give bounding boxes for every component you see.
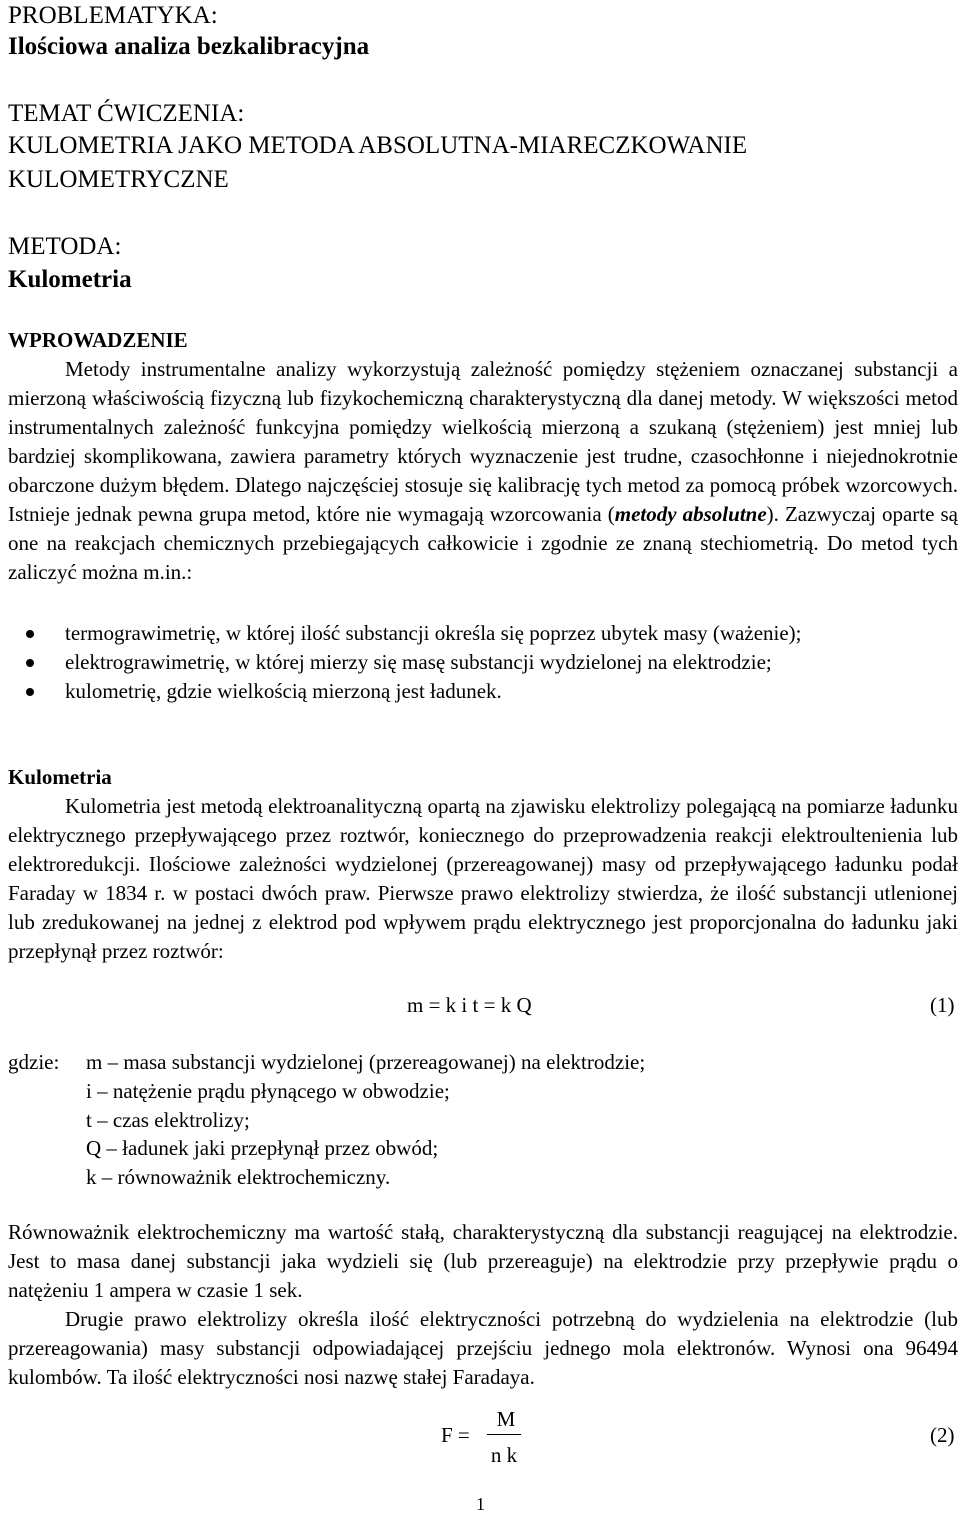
where-item: m – masa substancji wydzielonej (przereagowanej) na elektrodzie; bbox=[86, 1050, 646, 1074]
equation-1-number: (1) bbox=[930, 993, 955, 1017]
page-number: 1 bbox=[476, 1494, 485, 1514]
equation-2-denominator: n k bbox=[490, 1443, 518, 1467]
method-label: METODA: bbox=[8, 233, 122, 260]
problem-label: PROBLEMATYKA: bbox=[8, 2, 218, 29]
where-label: gdzie: bbox=[8, 1050, 60, 1074]
kulometria-paragraph-3: Drugie prawo elektrolizy określa ilość elektryczności potrzebną do wydzielenia na elektrodzie (lub przereagowania) masy substancji odpowiadającej przejściu jednego mola elektronów. Wynosi ona 96494 kulombów. Ta ilość elektryczności nosi nazwę stałej Faradaya. bbox=[8, 1307, 958, 1389]
where-item: t – czas elektrolizy; bbox=[86, 1108, 250, 1132]
intro-heading: WPROWADZENIE bbox=[8, 328, 188, 352]
kulometria-paragraph-2: Równoważnik elektrochemiczny ma wartość stałą, charakterystyczną dla substancji reagującej na elektrodzie. Jest to masa danej substancji jaka wydzieli się (lub przereaguje) na elektrodzie przy przepływie prądu o natężeniu 1 ampera w czasie 1 sek. bbox=[8, 1220, 958, 1302]
kulometria-paragraph-1: Kulometria jest metodą elektroanalityczną opartą na zjawisku elektrolizy polegającą na pomiarze ładunku elektrycznego przepływającego przez roztwór, koniecznego do przeprowadzenia reakcji elektroultenienia lub elektroredukcji. Ilościowe zależności wydzielonej (przereagowanej) masy od przepływającego ładunku podał Faraday w 1834 r. w postaci dwóch praw. Pierwsze prawo elektrolizy stwierdza, że ilość substancji utlenionej lub zredukowanej na jednej z elektrod pod wpływem prądu elektrycznego jest proporcjonalna do ładunku jaki przepłynął przez roztwór: bbox=[8, 794, 958, 963]
problem-title: Ilościowa analiza bezkalibracyjna bbox=[8, 33, 370, 60]
list-item: kulometrię, gdzie wielkością mierzoną jest ładunek. bbox=[8, 677, 958, 706]
equation-2-numerator: M bbox=[496, 1407, 516, 1431]
equation-2-number: (2) bbox=[930, 1423, 955, 1447]
where-item: k – równoważnik elektrochemiczny. bbox=[86, 1165, 391, 1189]
fraction-bar bbox=[487, 1434, 521, 1435]
list-item: termograwimetrię, w której ilość substancji określa się poprzez ubytek masy (ważenie); bbox=[8, 619, 958, 648]
kulometria-heading: Kulometria bbox=[8, 765, 112, 789]
topic-title-line2: KULOMETRYCZNE bbox=[8, 166, 229, 193]
intro-paragraph-2: W większości metod instrumentalnych zależność funkcyjna pomiędzy wielkością mierzoną a szukaną (stężeniem) jest mniej lub bardziej skomplikowana, zawiera parametry których wyznaczenie jest trudne, czasochłonne i niejednokrotnie obarczone dużym błędem. Dlatego najczęściej stosuje się kalibrację tych metod za pomocą próbek wzorcowych. Istnieje jednak pewna grupa metod, które nie wymagają wzorcowania ( bbox=[8, 386, 958, 526]
intro-body bbox=[8, 355, 958, 587]
intro-emphasis: metody absolutne bbox=[614, 502, 767, 526]
intro-paragraph-1: Metody instrumentalne analizy wykorzystują zależność pomiędzy stężeniem oznaczanej substancji a mierzoną właściwością fizyczną lub fizykochemiczną charakterystyczną dla danej metody. bbox=[8, 357, 958, 410]
where-item: i – natężenie prądu płynącego w obwodzie; bbox=[86, 1079, 450, 1103]
list-item: elektrograwimetrię, w której mierzy się masę substancji wydzielonej na elektrodzie; bbox=[8, 648, 958, 677]
topic-label: TEMAT ĆWICZENIA: bbox=[8, 100, 245, 127]
equation-1: m = k i t = k Q bbox=[407, 993, 532, 1017]
intro-paragraph-2-end: ). Zazwyczaj oparte są one na reakcjach chemicznych przebiegających całkowicie i zgodnie ze znaną stechiometrią. Do metod tych zaliczyć można m.in.: bbox=[8, 502, 959, 584]
method-title: Kulometria bbox=[8, 266, 132, 293]
bullet-icon bbox=[26, 688, 34, 696]
methods-list bbox=[8, 619, 958, 706]
equation-2-lhs: F = bbox=[441, 1423, 470, 1447]
topic-title-line1: KULOMETRIA JAKO METODA ABSOLUTNA-MIARECZKOWANIE bbox=[8, 132, 748, 159]
where-item: Q – ładunek jaki przepłynął przez obwód; bbox=[86, 1136, 439, 1160]
bullet-icon bbox=[26, 630, 34, 638]
bullet-icon bbox=[26, 659, 34, 667]
